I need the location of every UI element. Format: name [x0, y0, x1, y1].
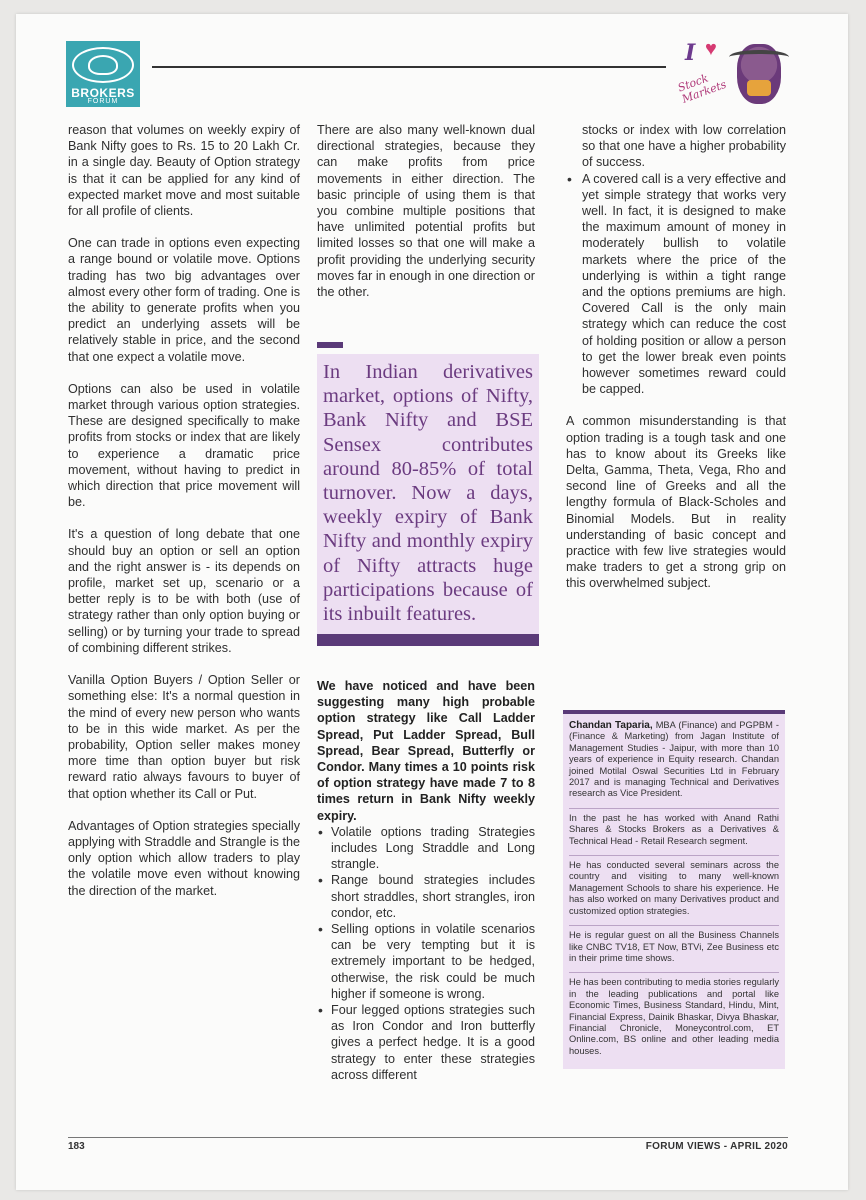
magazine-page: [16, 14, 848, 1190]
col1-paragraph-3: Options can also be used in volatile market through various option strategies. These are designed specifically to make profits from stocks or index that are likely to experience a dramatic price movement, without having to predict in which direction that price movement will be.: [68, 381, 300, 510]
page-number: 183: [68, 1141, 85, 1152]
logo-stock-markets-text: Stock Markets: [676, 71, 729, 106]
pull-quote: [317, 342, 539, 646]
author-name: Chandan Taparia,: [569, 720, 653, 731]
brokers-forum-logo: [66, 41, 140, 107]
bio-divider: [569, 808, 779, 809]
logo-brand-text: BROKERS: [71, 86, 135, 100]
author-bio-box: [563, 714, 785, 1069]
bio-divider: [569, 925, 779, 926]
column-2-lower: [317, 678, 535, 1083]
list-item: • Range bound strategies includes short straddles, short strangles, iron condor, etc.: [317, 872, 535, 921]
col2-bold-paragraph: We have noticed and have been suggesting many high probable option strategy like Call Ladder Spread, Put Ladder Spread, Bull Spread, Bear Spread, Butterfly or Condor. Many times a 10 points risk of option strategy have made 7 to 8 times return in Bank Nifty weekly expiry.: [317, 679, 535, 823]
bio-paragraph-5: He has been contributing to media stories regularly in the leading publications and portal like Economic Times, Business Standard, Hindu, Mint, Financial Express, Dainik Bhaskar, Divya Bhaskar, Financial Chronicle, Moneycontrol.com, ET Online.com, BS online and other leading media houses.: [569, 977, 779, 1056]
bull-mascot-icon: [737, 44, 781, 104]
col1-paragraph-2: One can trade in options even expecting a range bound or volatile move. Options trading has two big advantages over almost every other form of trading. One is the ability to generate profits when you predict an underlying assets will be relatively stable in price, and the second that one expect a volatile move.: [68, 236, 300, 364]
bio-paragraph-1: [569, 720, 779, 800]
column-1: [68, 122, 300, 915]
header-rule: [152, 66, 666, 68]
pull-quote-bottom-bar: [317, 634, 539, 646]
col1-paragraph-1: reason that volumes on weekly expiry of Bank Nifty goes to Rs. 15 to 20 Lakh Cr. in a single day. Beauty of Option strategy is that it can be applied for any kind of expected market move and most suitable for all profile of clients.: [68, 123, 300, 219]
bio-divider: [569, 855, 779, 856]
footer-title: FORUM VIEWS - APRIL 2020: [645, 1141, 788, 1152]
col3-continued-text: stocks or index with low correlation so that one have a higher probability of success.: [582, 123, 786, 170]
bio-paragraph-4: He is regular guest on all the Business Channels like CNBC TV18, ET Now, BTVi, Zee Business etc in their prime time shows.: [569, 930, 779, 963]
list-item: • A covered call is a very effective and yet simple strategy that works very well. In fact, it is designed to make the maximum amount of money in moderately bullish to volatile markets where the price of the underlying is within a tight range and the options premiums are high. Covered Call is the only main strategy which can reduce the cost of holding position or allow a person to get the lower break even points however sometimes reward could be capped.: [566, 171, 786, 398]
footer-rule: [68, 1137, 788, 1138]
pull-quote-top-bar: [317, 342, 343, 348]
column-2: [317, 122, 535, 316]
bio-divider: [569, 972, 779, 973]
i-love-stock-markets-logo: [671, 38, 791, 114]
emblem-icon: [72, 47, 134, 83]
col1-paragraph-4: It's a question of long debate that one should buy an option or sell an option and the right answer is - its depends on profile, market set up, scenario or a better reply is to be with both (use of strategy rather than only option buying or selling) or by turning your trade to spread of combining different strikes.: [68, 527, 300, 655]
list-item: • Selling options in volatile scenarios can be very tempting but it is extremely important to be hedged, otherwise, the risk could be much higher if someone is wrong.: [317, 921, 535, 1002]
col1-paragraph-6: Advantages of Option strategies specially applying with Straddle and Strangle is the only option which allow traders to play the volatile move even without knowing the direction of the market.: [68, 818, 300, 898]
col3-bullet-list: [566, 171, 786, 398]
col2-bullet-list: [317, 824, 535, 1083]
logo-i-text: I: [685, 40, 696, 66]
bio-paragraph-3: He has conducted several seminars across the country and visiting to many well-known Management Schools to share his experience. He has also worked on many Derivatives product and customized option strategies.: [569, 860, 779, 916]
col3-paragraph-2: A common misunderstanding is that option trading is a tough task and one has to know about its Greeks like Delta, Gamma, Theta, Vega, Rho and second line of Greeks and all the lengthy formula of Black-Scholes and Binomial Models. But in reality understanding of basic concept and practice with few live strategies would make traders to get a strong grip on this overwhelmed subject.: [566, 414, 786, 591]
list-item: • Four legged options strategies such as Iron Condor and Iron butterfly gives a perfect hedge. It is a good strategy to enter these strategies across different: [317, 1002, 535, 1083]
col1-paragraph-5: Vanilla Option Buyers / Option Seller or something else: It's a normal question in the mind of every new person who wants to be in this wide market. As per the probability, Option seller makes money more time than option buyer but risk reward ratio always favours to buyer of that option whether its Call or Put.: [68, 673, 300, 801]
bio-paragraph-1-rest: MBA (Finance) and PGPBM - (Finance & Marketing) from Jagan Institute of Management Studies - Jaipur, with more than 10 years of experience in Equity research. Chandan joined Motilal Oswal Securities Ltd in February 2017 and is managing Technical and Derivatives research as Vice President.: [569, 720, 779, 799]
heart-icon: ♥: [705, 38, 717, 60]
list-item: • Volatile options trading Strategies includes Long Straddle and Long strangle.: [317, 824, 535, 873]
column-3: [566, 122, 786, 608]
pull-quote-text: In Indian derivatives market, options of Nifty, Bank Nifty and BSE Sensex contributes around 80-85% of total turnover. Now a days, weekly expiry of Bank Nifty and monthly expiry of Nifty attracts huge participations because of its inbuilt features.: [317, 354, 539, 634]
logo-sub-text: FORUM: [87, 98, 119, 105]
bio-paragraph-2: In the past he has worked with Anand Rathi Shares & Stocks Brokers as a Derivatives & Technical Head - Retail Research segment.: [569, 812, 779, 846]
col2-paragraph-1: There are also many well-known dual directional strategies, because they can make profits from price movements in either direction. The basic principle of using them is that you combine multiple positions that have unlimited potential profits but limited losses so that one will make a profit providing the underlying security moves far in enough in one direction or the other.: [317, 123, 535, 300]
